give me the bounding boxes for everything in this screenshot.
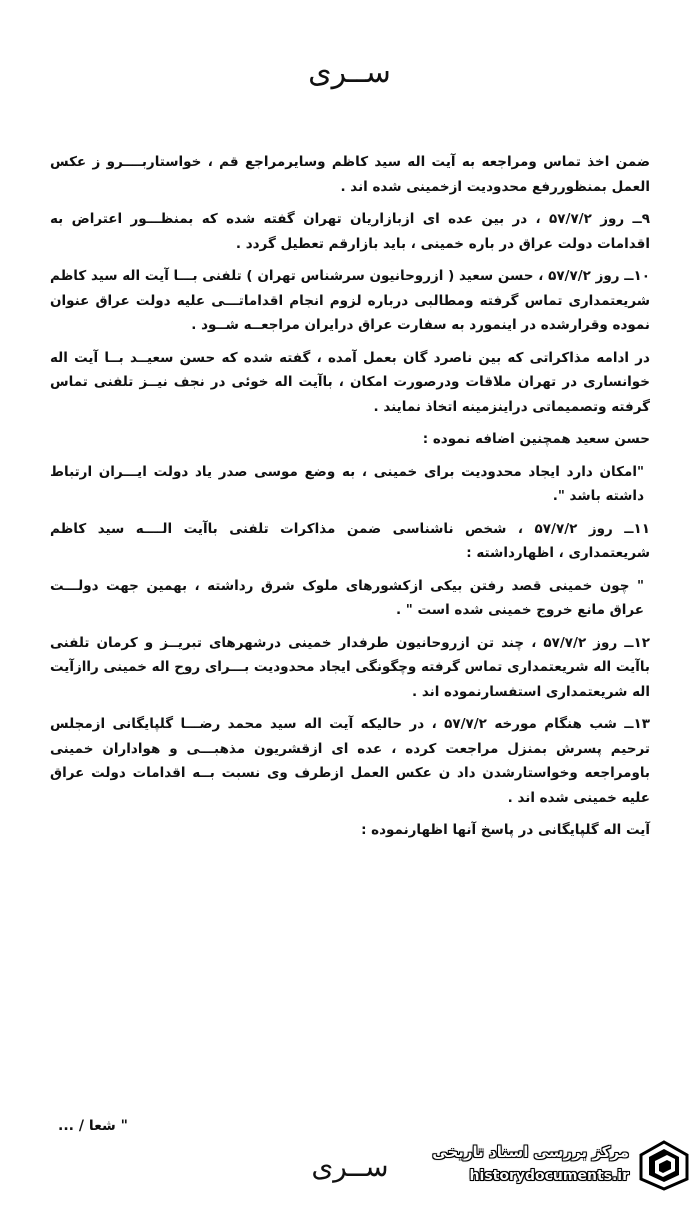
quote-2: " چون خمینی قصد رفتن بیکی ازکشورهای ملوک شرق رداشته ، بهمین جهت دولـــت عراق مانع خروج خمینی شده است " . xyxy=(50,577,644,618)
paragraph-golpayegani: آیت اله گلپایگانی در پاسخ آنها اظهارنموده : xyxy=(361,822,650,838)
paragraph-intro: ضمن اخذ تماس ومراجعه به آیت اله سید کاظم وسایرمراجع قم ، خواستاربــــرو ز عکس العمل بمنظوررفع محدودیت ازخمینی شده اند . xyxy=(50,154,650,195)
paragraph-negotiations: در ادامه مذاکراتی که بین ناصرد گان بعمل آمده ، گفته شده که حسن سعیــد بــا آیت اله خوانساری در تهران ملاقات ودرصورت امکان ، باآیت اله خوئی در نجف نیــز تلفنی تماس گرفته وتصمیماتی دراینزمینه اتخاذ نمایند . xyxy=(50,349,650,415)
paragraph-12: ۱۲ــ روز ۵۷/۷/۲ ، چند تن ازروحانیون طرفدار خمینی درشهرهای تبریــز و کرمان تلفنی باآیت اله شریعتمداری تماس گرفته وچگونگی ایجاد محدودیت بـــرای روح اله خمینی راازآیت اله شریعتمداری استفسارنموده اند . xyxy=(50,634,650,700)
archive-url: historydocuments.ir xyxy=(469,1168,629,1184)
paragraph-10: ۱۰ــ روز ۵۷/۷/۲ ، حسن سعید ( ازروحانیون سرشناس تهران ) تلفنی بـــا آیت اله سید کاظم شریعتمداری تماس گرفته ومطالبی درباره لزوم انجام اقداماتـــی علیه دولت عراق عنوان نموده وقرارشده در اینمورد به سفارت عراق درایران مراجعــه شــود . xyxy=(50,268,650,333)
classification-header: ســری xyxy=(308,55,391,90)
quote-1: "امکان دارد ایجاد محدودیت برای خمینی ، به وضع موسی صدر یاد دولت ایـــران ارتباط داشته باشد ". xyxy=(50,463,644,504)
paragraph-11: ۱۱ــ روز ۵۷/۷/۲ ، شخص ناشناسی ضمن مذاکرات تلفنی باآیت الــــه سید کاظم شریعتمداری ، اظهارداشته : xyxy=(50,520,650,561)
archive-logo-icon xyxy=(637,1139,691,1191)
continuation-mark: " شعا / ... xyxy=(58,1118,128,1134)
paragraph-9: ۹ــ روز ۵۷/۷/۲ ، در بین عده ای ازبازاریان تهران گفته شده که بمنظـــور اعتراض به اقدامات دولت عراق در باره خمینی ، باید بازارقم تعطیل گردد . xyxy=(50,211,650,252)
document-body xyxy=(50,150,650,851)
archive-name: مرکز بررسی اسناد تاریخی xyxy=(432,1143,629,1161)
classification-footer: ســری xyxy=(311,1150,389,1183)
paragraph-13: ۱۳ــ شب هنگام مورخه ۵۷/۷/۲ ، در حالیکه آیت اله سید محمد رضـــا گلپایگانی ازمجلس ترحیم پسرش بمنزل مراجعت کرده ، عده ای ازقشریون مذهبـــی و هواداران خمینی باومراجعه وخواستارشدن داد ن عکس العمل ازطرف وی نسبت بــه اقدامات دولت عراق علیه خمینی شده اند . xyxy=(50,716,650,806)
paragraph-hassan-saeed: حسن سعید همچنین اضافه نموده : xyxy=(422,431,650,447)
archive-watermark xyxy=(425,1135,693,1195)
